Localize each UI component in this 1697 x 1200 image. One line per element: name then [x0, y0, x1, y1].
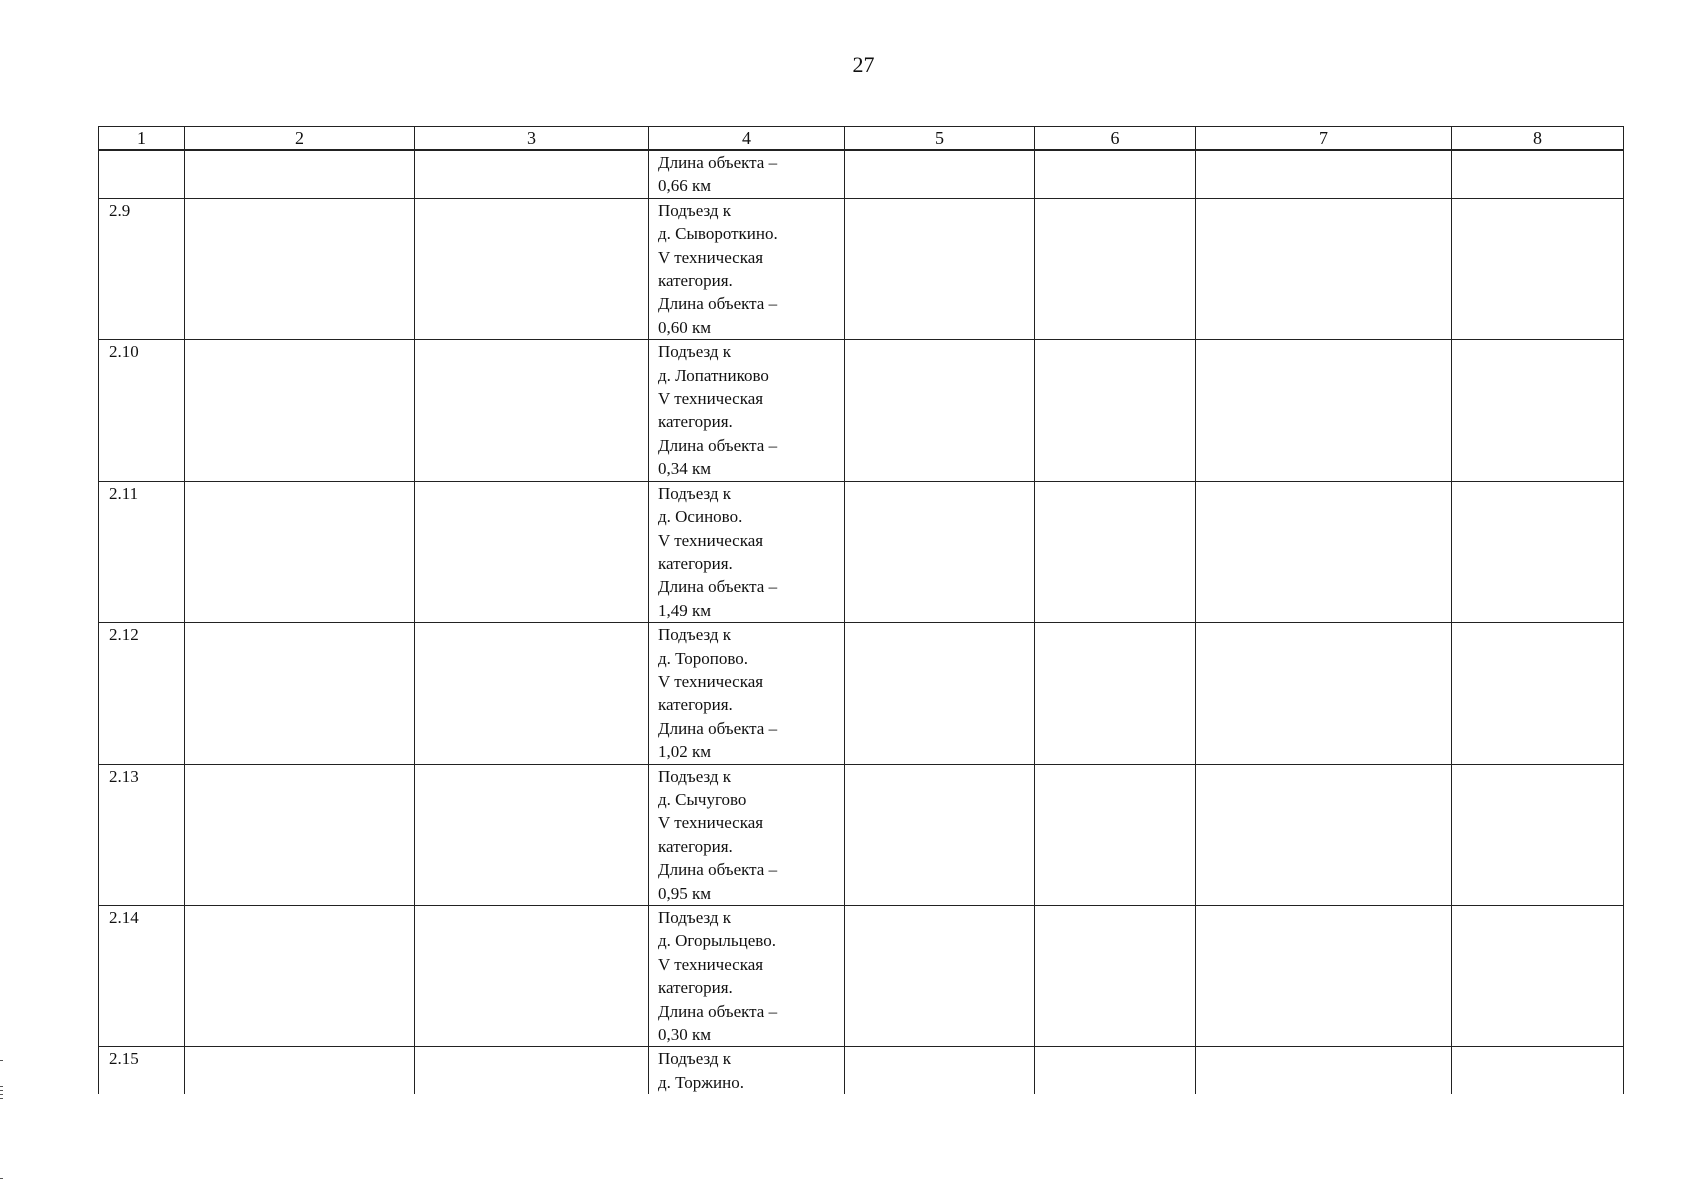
object-description-cell: [649, 1047, 845, 1094]
empty-cell: [185, 906, 415, 1047]
empty-cell: [1035, 198, 1196, 339]
description-line: V техническая: [658, 813, 764, 833]
empty-cell: [415, 906, 649, 1047]
description-line: Подъезд к: [658, 342, 732, 362]
empty-cell: [1452, 150, 1624, 198]
page-number: 27: [852, 52, 875, 77]
description-line: д. Торжино.: [658, 1072, 744, 1092]
description-line: 0,34 км: [658, 459, 712, 479]
row-number-cell: 2.12: [99, 623, 185, 764]
empty-cell: [415, 481, 649, 622]
row-number-cell: 2.14: [99, 906, 185, 1047]
description-line: Длина объекта –: [658, 1001, 778, 1021]
empty-cell: [845, 340, 1035, 481]
row-number-cell: [99, 150, 185, 198]
empty-cell: [1035, 481, 1196, 622]
empty-cell: [1196, 340, 1452, 481]
empty-cell: [185, 481, 415, 622]
empty-cell: [1196, 198, 1452, 339]
objects-table: [98, 126, 1624, 1094]
description-line: категория.: [658, 695, 733, 715]
empty-cell: [415, 764, 649, 905]
table-row: [99, 1047, 1624, 1094]
description-line: категория.: [658, 271, 733, 291]
column-header: 3: [415, 127, 649, 151]
description-line: д. Сывороткино.: [658, 224, 778, 244]
description-line: д. Огорыльцево.: [658, 931, 776, 951]
description-line: V техническая: [658, 389, 764, 409]
empty-cell: [185, 198, 415, 339]
column-header: 2: [185, 127, 415, 151]
empty-cell: [1035, 150, 1196, 198]
description-line: Длина объекта –: [658, 718, 778, 738]
empty-cell: [1196, 150, 1452, 198]
description-line: Подъезд к: [658, 200, 732, 220]
empty-cell: [1452, 198, 1624, 339]
description-line: Длина объекта –: [658, 294, 778, 314]
empty-cell: [185, 623, 415, 764]
empty-cell: [1196, 481, 1452, 622]
empty-cell: [415, 1047, 649, 1094]
column-header: 6: [1035, 127, 1196, 151]
empty-cell: [1035, 1047, 1196, 1094]
column-header: 5: [845, 127, 1035, 151]
column-header: 8: [1452, 127, 1624, 151]
description-line: категория.: [658, 978, 733, 998]
table-row: [99, 340, 1624, 481]
empty-cell: [185, 150, 415, 198]
empty-cell: [185, 340, 415, 481]
empty-cell: [845, 198, 1035, 339]
empty-cell: [1035, 340, 1196, 481]
table-row: [99, 150, 1624, 198]
empty-cell: [845, 1047, 1035, 1094]
empty-cell: [1196, 764, 1452, 905]
description-line: 0,66 км: [658, 176, 712, 196]
row-number-cell: 2.13: [99, 764, 185, 905]
description-line: Длина объекта –: [658, 435, 778, 455]
description-line: Длина объекта –: [658, 860, 778, 880]
empty-cell: [415, 198, 649, 339]
empty-cell: [1035, 906, 1196, 1047]
empty-cell: [415, 623, 649, 764]
empty-cell: [1452, 623, 1624, 764]
empty-cell: [845, 906, 1035, 1047]
description-line: Длина объекта –: [658, 577, 778, 597]
scan-margin-marks: [0, 1060, 4, 1180]
description-line: Подъезд к: [658, 1049, 732, 1069]
description-line: Длина объекта –: [658, 153, 778, 172]
empty-cell: [1452, 906, 1624, 1047]
column-number-row: [99, 127, 1624, 151]
empty-cell: [845, 623, 1035, 764]
description-line: категория.: [658, 553, 733, 573]
empty-cell: [185, 1047, 415, 1094]
row-number-cell: 2.15: [99, 1047, 185, 1094]
object-description-cell: [649, 340, 845, 481]
description-line: V техническая: [658, 247, 764, 267]
empty-cell: [415, 340, 649, 481]
description-line: Подъезд к: [658, 908, 732, 927]
description-line: Подъезд к: [658, 625, 732, 645]
description-line: категория.: [658, 412, 733, 432]
object-description-cell: [649, 906, 845, 1047]
object-description-cell: [649, 198, 845, 339]
description-line: д. Лопатниково: [658, 365, 769, 385]
empty-cell: [1035, 764, 1196, 905]
object-description-cell: [649, 764, 845, 905]
description-line: 1,02 км: [658, 742, 712, 762]
description-line: V техническая: [658, 530, 764, 550]
empty-cell: [1452, 1047, 1624, 1094]
table-row: [99, 481, 1624, 622]
empty-cell: [415, 150, 649, 198]
row-number-cell: 2.9: [99, 198, 185, 339]
description-line: Подъезд к: [658, 766, 732, 786]
empty-cell: [845, 150, 1035, 198]
table-row: [99, 623, 1624, 764]
description-line: 0,60 км: [658, 317, 712, 337]
empty-cell: [845, 481, 1035, 622]
object-description-cell: [649, 623, 845, 764]
column-header: 7: [1196, 127, 1452, 151]
column-header: 4: [649, 127, 845, 151]
description-line: д. Сычугово: [658, 789, 747, 809]
empty-cell: [185, 764, 415, 905]
empty-cell: [1452, 764, 1624, 905]
description-line: 0,95 км: [658, 883, 712, 903]
column-header: 1: [99, 127, 185, 151]
description-line: д. Осиново.: [658, 507, 743, 527]
object-description-cell: [649, 150, 845, 198]
table-row: [99, 198, 1624, 339]
object-description-cell: [649, 481, 845, 622]
description-line: 1,49 км: [658, 600, 712, 620]
description-line: V техническая: [658, 671, 764, 691]
empty-cell: [845, 764, 1035, 905]
row-number-cell: 2.11: [99, 481, 185, 622]
empty-cell: [1452, 340, 1624, 481]
table-row: [99, 764, 1624, 905]
description-line: категория.: [658, 836, 733, 856]
empty-cell: [1196, 1047, 1452, 1094]
description-line: V техническая: [658, 954, 764, 974]
description-line: 0,30 км: [658, 1025, 712, 1045]
table-row: [99, 906, 1624, 1047]
description-line: Подъезд к: [658, 483, 732, 503]
empty-cell: [1196, 906, 1452, 1047]
empty-cell: [1035, 623, 1196, 764]
empty-cell: [1452, 481, 1624, 622]
description-line: д. Торопово.: [658, 648, 749, 668]
row-number-cell: 2.10: [99, 340, 185, 481]
empty-cell: [1196, 623, 1452, 764]
